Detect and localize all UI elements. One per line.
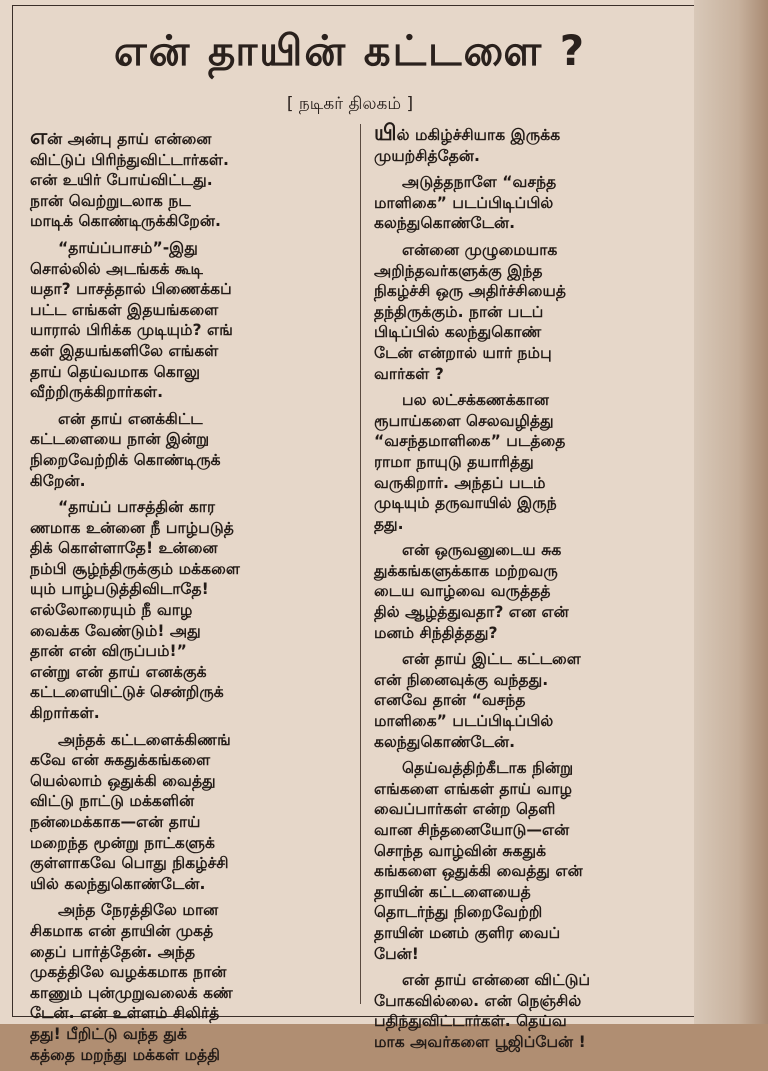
paragraph: “தாய்ப் பாசத்தின் கார ணமாக உன்னை நீ பாழ்படுத் திக் கொள்ளாதே! உன்னை நம்பி சூழ்ந்திருக்கும் மக்களை யும் பாழ்படுத்திவிடாதே! எல்லோரையும் நீ வாழ வைக்க வேண்டும்! அது தான் என் விருப்பம்!” என்று என் தாய் எனக்குக் கட்டளையிட்டுச் சென்றிருக் கிறார்கள். bbox=[30, 498, 240, 723]
paragraph: யில் மகிழ்ச்சியாக இருக்க முயற்சித்தேன். bbox=[374, 121, 561, 165]
paragraph: என் அன்பு தாய் என்னை விட்டுப் பிரிந்துவிட்டார்கள். என் உயிர் போய்விட்டது. நான் வெற்றுடலாக நட மாடிக் கொண்டிருக்கிறேன். bbox=[30, 125, 229, 231]
paragraph: அந்தக் கட்டளைக்கிணங் கவே என் சுகதுக்கங்களை யெல்லாம் ஒதுக்கி வைத்து விட்டு நாட்டு மக்களின் நன்மைக்காக—என் தாய் மறைந்த மூன்று நாட்களுக் குள்ளாகவே பொது நிகழ்ச்சி யில் கலந்துகொண்டேன். bbox=[30, 730, 231, 893]
paragraph: என் ஒருவனுடைய சுக துக்கங்களுக்காக மற்றவரு டைய வாழ்வை வருத்தத் தில் ஆழ்த்துவதா? என என் மனம் சிந்தித்தது? bbox=[374, 541, 569, 642]
paragraph: என் தாய் இட்ட கட்டளை என் நினைவுக்கு வந்தது. எனவே தான் “வசந்த மாளிகை” படப்பிடிப்பில் கலந்துகொண்டேன். bbox=[374, 650, 581, 751]
paragraph: என் தாய் என்னை விட்டுப் போகவில்லை. என் நெஞ்சில் பதிந்துவிட்டார்கள். தெய்வ மாக அவர்களை பூஜிப்பேன் ! bbox=[374, 971, 591, 1051]
paragraph: பல லட்சக்கணக்கான ரூபாய்களை செலவழித்து “வசந்தமாளிகை” படத்தை ராமா நாயுடு தயாரித்து வருகிறார். அந்தப் படம் முடியும் தருவாயில் இருந் தது. bbox=[374, 391, 566, 533]
right-column bbox=[374, 121, 686, 1059]
paragraph: “தாய்ப்பாசம்”-இது சொல்லில் அடங்கக் கூடி யதா? பாசத்தால் பிணைக்கப் பட்ட எங்கள் இதயங்களை யாரால் பிரிக்க முடியும்? எங் கள் இதயங்களிலே எங்கள் தாய் தெய்வமாக கொலு வீற்றிருக்கிறார்கள். bbox=[30, 238, 233, 402]
paragraph: என் தாய் எனக்கிட்ட கட்டளையை நான் இன்று நிறைவேற்றிக் கொண்டிருக் கிறேன். bbox=[30, 409, 221, 490]
paragraph: அந்த நேரத்திலே மான சிகமாக என் தாயின் முகத் தைப் பார்த்தேன். அந்த முகத்திலே வழக்கமாக நான் காணும் புன்முறுவலைக் கண் டேன். என் உள்ளம் சிலிர்த் தது! பீறிட்டு வந்த துக் கத்தை மறந்து மக்கள் மத்தி bbox=[30, 901, 233, 1064]
paragraph: தெய்வத்திற்கீடாக நின்று எங்களை எங்கள் தாய் வாழ வைப்பார்கள் என்ற தெளி வான சிந்தனையோடு—என் சொந்த வாழ்வின் சுகதுக் கங்களை ஒதுக்கி வைத்து என் தாயின் கட்டளையைத் தொடர்ந்து நிறைவேற்றி தாயின் மனம் குளிர வைப் பேன்! bbox=[374, 759, 583, 963]
article-title: என் தாயின் கட்டளை ? bbox=[113, 26, 587, 75]
page-edge bbox=[694, 0, 768, 1024]
article-byline: [ நடிகர் திலகம் ] bbox=[286, 94, 414, 114]
paragraph: என்னை முழுமையாக அறிந்தவர்களுக்கு இந்த நிகழ்ச்சி ஒரு அதிர்ச்சியைத் தந்திருக்கும். நான் படப் பிடிப்பில் கலந்துகொண் டேன் என்றால் யார் நம்பு வார்கள் ? bbox=[374, 240, 567, 383]
column-divider bbox=[360, 124, 361, 1004]
paragraph: அடுத்தநாளே “வசந்த மாளிகை” படப்பிடிப்பில் கலந்துகொண்டேன். bbox=[374, 173, 557, 233]
left-column bbox=[30, 125, 348, 1071]
